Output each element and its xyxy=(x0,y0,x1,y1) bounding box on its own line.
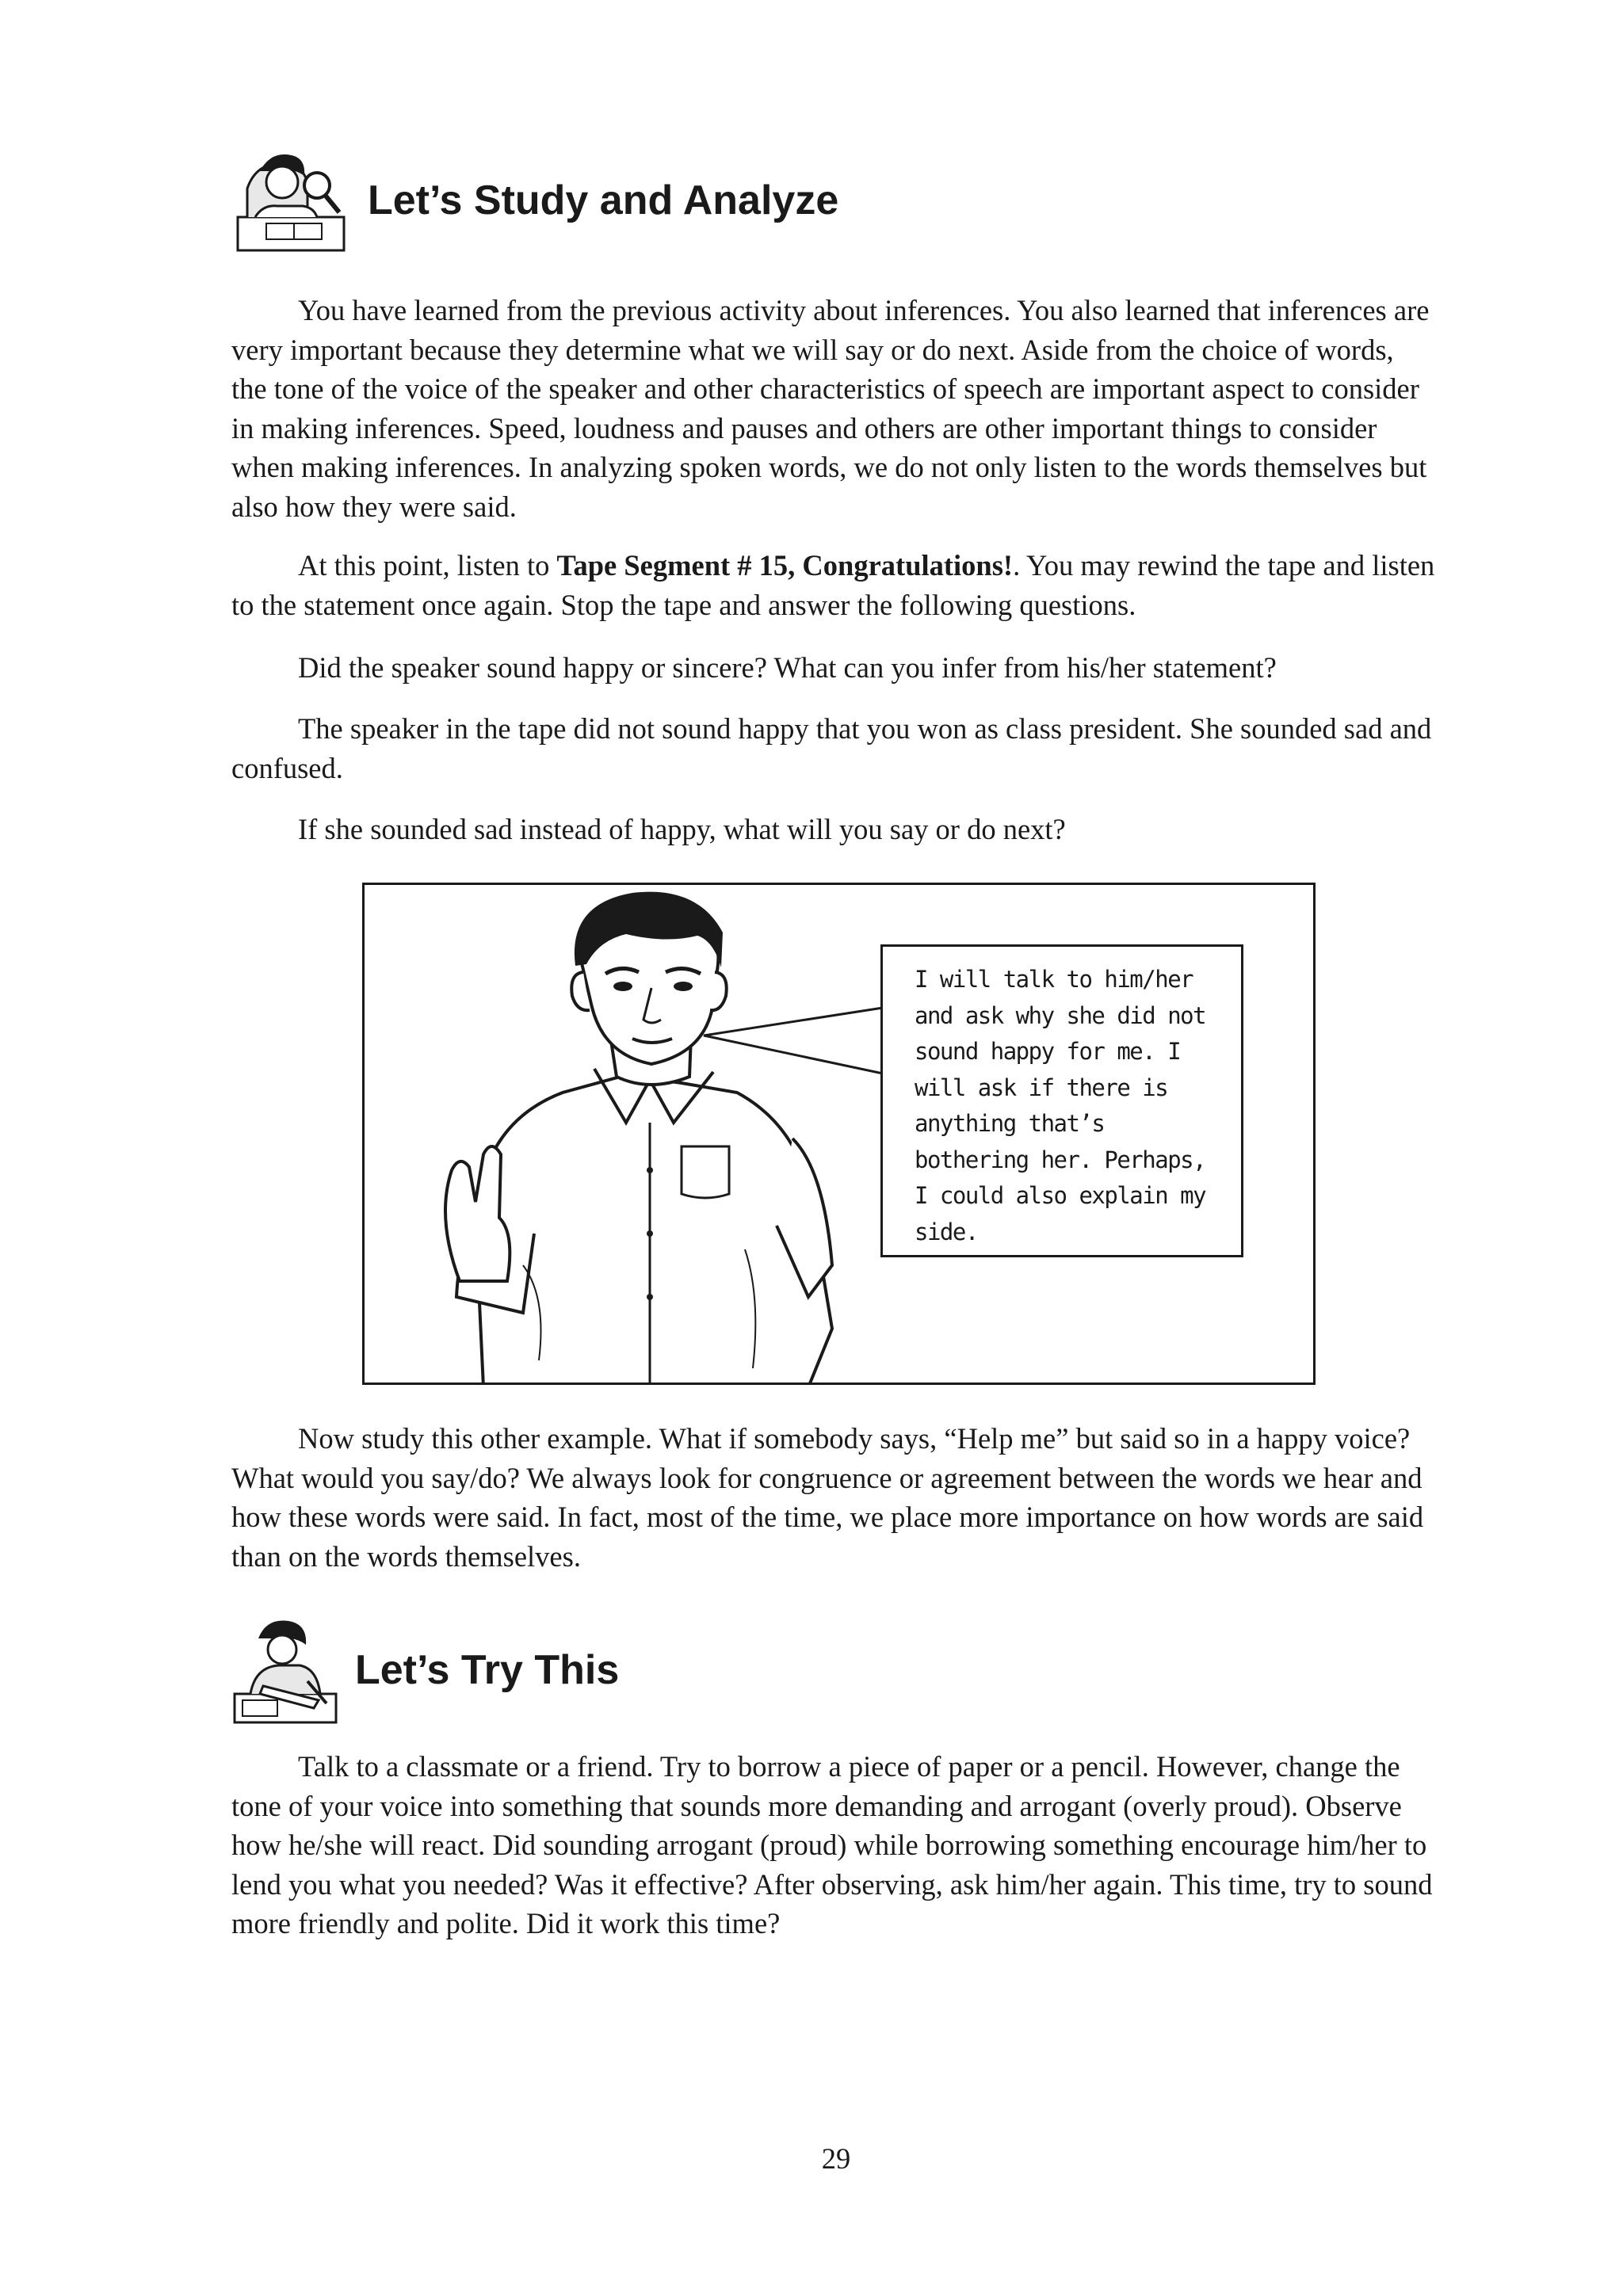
speech-line: and ask why she did not xyxy=(915,1001,1206,1029)
section-title-try: Let’s Try This xyxy=(355,1647,620,1693)
speech-line: I could also explain my xyxy=(915,1182,1206,1209)
tape-segment-reference: Tape Segment # 15, Congratulations! xyxy=(556,549,1014,582)
speech-bubble-text xyxy=(915,962,1239,1250)
page-number: 29 xyxy=(821,2142,851,2175)
study-paragraph-4: The speaker in the tape did not sound happy that you won as class president. She sounded sad and confused. xyxy=(231,712,1432,784)
student-with-magnifier-icon xyxy=(231,141,350,260)
student-writing-icon xyxy=(231,1615,339,1726)
try-section-header xyxy=(231,1615,619,1726)
speech-line: I will talk to him/her xyxy=(915,966,1193,993)
speech-line: bothering her. Perhaps, xyxy=(915,1146,1206,1173)
study-section-header xyxy=(231,141,838,260)
paragraph-2-intro: At this point, listen to xyxy=(298,549,557,582)
study-paragraph-3: Did the speaker sound happy or sincere? What can you infer from his/her statement? xyxy=(298,651,1277,684)
speech-line: sound happy for me. I xyxy=(915,1038,1181,1065)
section-title-study: Let’s Study and Analyze xyxy=(368,177,839,223)
study-paragraph-1: You have learned from the previous activity about inferences. You also learned that inferences are very important because they determine what we will say or do next. Aside from the choice of words, the tone of the voice of the speaker and other characteristics of speech are important aspect to consider in making inferences. Speed, loudness and pauses and others are other important things to consider when making inferences. In analyzing spoken words, we do not only listen to the words themselves but also how they were said. xyxy=(231,294,1430,523)
study-paragraph-5: If she sounded sad instead of happy, what will you say or do next? xyxy=(298,813,1066,845)
speech-line: anything that’s xyxy=(915,1110,1105,1137)
study-paragraph-2 xyxy=(231,546,1436,624)
example-paragraph: Now study this other example. What if somebody says, “Help me” but said so in a happy voice? What would you say/do? We always look for congruence or agreement between the words we hear and how these words were said. In fact, most of the time, we place more importance on how words are said than on the words themselves. xyxy=(231,1422,1424,1573)
try-paragraph: Talk to a classmate or a friend. Try to borrow a piece of paper or a pencil. However, change the tone of your voice into something that sounds more demanding and arrogant (overly proud). Observe how he/she will react. Did sounding arrogant (proud) while borrowing something encourage him/her to lend you what you needed? Was it effective? After observing, ask him/her again. This time, try to sound more friendly and polite. Did it work this time? xyxy=(231,1750,1433,1940)
speech-line: side. xyxy=(915,1218,978,1245)
paragraph-2-rest: . You may rewind the tape and listen to the statement once again. Stop the tape and answer the following questions. xyxy=(231,549,1435,621)
speech-line: will ask if there is xyxy=(915,1074,1168,1101)
